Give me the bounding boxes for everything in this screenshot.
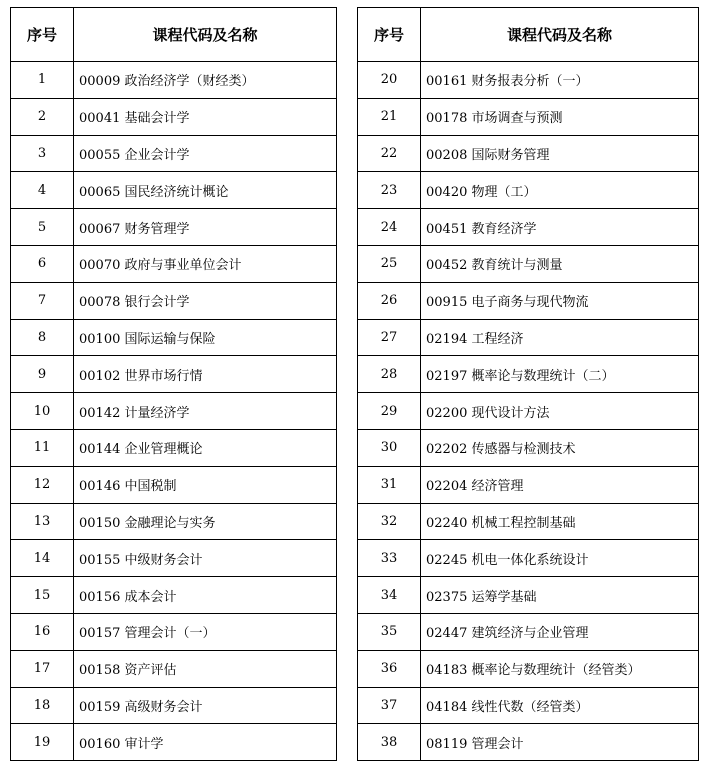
course-code-name: 04184 线性代数（经管类） <box>421 687 699 724</box>
table-row <box>358 650 699 687</box>
course-code-name: 02197 概率论与数理统计（二） <box>421 356 699 393</box>
row-number: 19 <box>11 724 74 761</box>
table-row <box>11 687 337 724</box>
table-row <box>358 172 699 209</box>
row-number: 18 <box>11 687 74 724</box>
table-row <box>358 135 699 172</box>
table-row <box>358 577 699 614</box>
course-code-name: 00150 金融理论与实务 <box>74 503 337 540</box>
row-number: 23 <box>358 172 421 209</box>
row-number: 27 <box>358 319 421 356</box>
course-code-name: 00452 教育统计与测量 <box>421 245 699 282</box>
row-number: 28 <box>358 356 421 393</box>
row-number: 24 <box>358 209 421 246</box>
row-number: 15 <box>11 577 74 614</box>
course-code-name: 00102 世界市场行情 <box>74 356 337 393</box>
table-row <box>11 466 337 503</box>
row-number: 30 <box>358 429 421 466</box>
table-row <box>11 172 337 209</box>
row-number: 4 <box>11 172 74 209</box>
row-number: 29 <box>358 393 421 430</box>
header-course: 课程代码及名称 <box>421 8 699 62</box>
row-number: 17 <box>11 650 74 687</box>
course-code-name: 00160 审计学 <box>74 724 337 761</box>
course-code-name: 02245 机电一体化系统设计 <box>421 540 699 577</box>
course-code-name: 00070 政府与事业单位会计 <box>74 245 337 282</box>
row-number: 8 <box>11 319 74 356</box>
header-course: 课程代码及名称 <box>74 8 337 62</box>
row-number: 6 <box>11 245 74 282</box>
table-row <box>358 393 699 430</box>
table-row <box>358 319 699 356</box>
table-row <box>11 62 337 99</box>
row-number: 36 <box>358 650 421 687</box>
course-table-right <box>357 7 699 761</box>
row-number: 14 <box>11 540 74 577</box>
course-code-name: 00161 财务报表分析（一） <box>421 62 699 99</box>
table-row <box>358 724 699 761</box>
row-number: 13 <box>11 503 74 540</box>
row-number: 31 <box>358 466 421 503</box>
course-code-name: 04183 概率论与数理统计（经管类） <box>421 650 699 687</box>
table-row <box>358 687 699 724</box>
table-row <box>11 135 337 172</box>
row-number: 20 <box>358 62 421 99</box>
course-code-name: 02202 传感器与检测技术 <box>421 429 699 466</box>
row-number: 3 <box>11 135 74 172</box>
course-code-name: 00041 基础会计学 <box>74 98 337 135</box>
row-number: 33 <box>358 540 421 577</box>
course-code-name: 00067 财务管理学 <box>74 209 337 246</box>
table-row <box>11 319 337 356</box>
header-number: 序号 <box>11 8 74 62</box>
row-number: 10 <box>11 393 74 430</box>
course-code-name: 00055 企业会计学 <box>74 135 337 172</box>
course-code-name: 00065 国民经济统计概论 <box>74 172 337 209</box>
row-number: 38 <box>358 724 421 761</box>
table-row <box>11 429 337 466</box>
table-row <box>358 540 699 577</box>
table-row <box>11 577 337 614</box>
course-code-name: 02240 机械工程控制基础 <box>421 503 699 540</box>
course-code-name: 00451 教育经济学 <box>421 209 699 246</box>
course-code-name: 00142 计量经济学 <box>74 393 337 430</box>
table-row <box>11 540 337 577</box>
course-code-name: 02447 建筑经济与企业管理 <box>421 613 699 650</box>
table-row <box>358 245 699 282</box>
table-row <box>358 356 699 393</box>
table-row <box>358 429 699 466</box>
row-number: 11 <box>11 429 74 466</box>
course-code-name: 08119 管理会计 <box>421 724 699 761</box>
row-number: 25 <box>358 245 421 282</box>
table-row <box>11 245 337 282</box>
course-code-name: 00009 政治经济学（财经类） <box>74 62 337 99</box>
table-row <box>11 613 337 650</box>
row-number: 5 <box>11 209 74 246</box>
course-code-name: 00100 国际运输与保险 <box>74 319 337 356</box>
row-number: 21 <box>358 98 421 135</box>
course-code-name: 00144 企业管理概论 <box>74 429 337 466</box>
row-number: 16 <box>11 613 74 650</box>
table-header-row <box>11 8 337 62</box>
course-code-name: 00146 中国税制 <box>74 466 337 503</box>
row-number: 37 <box>358 687 421 724</box>
table-row <box>358 209 699 246</box>
course-code-name: 02375 运筹学基础 <box>421 577 699 614</box>
row-number: 26 <box>358 282 421 319</box>
table-row <box>11 356 337 393</box>
course-code-name: 00157 管理会计（一） <box>74 613 337 650</box>
table-row <box>358 98 699 135</box>
table-row <box>358 62 699 99</box>
course-code-name: 00156 成本会计 <box>74 577 337 614</box>
row-number: 35 <box>358 613 421 650</box>
row-number: 1 <box>11 62 74 99</box>
course-code-name: 00159 高级财务会计 <box>74 687 337 724</box>
table-row <box>11 209 337 246</box>
course-code-name: 02200 现代设计方法 <box>421 393 699 430</box>
course-code-name: 00158 资产评估 <box>74 650 337 687</box>
row-number: 32 <box>358 503 421 540</box>
table-row <box>358 282 699 319</box>
table-row <box>11 650 337 687</box>
course-code-name: 00178 市场调查与预测 <box>421 98 699 135</box>
table-row <box>11 393 337 430</box>
table-row <box>11 724 337 761</box>
course-table-left <box>10 7 337 761</box>
course-code-name: 00915 电子商务与现代物流 <box>421 282 699 319</box>
table-row <box>358 466 699 503</box>
table-row <box>358 503 699 540</box>
table-row <box>358 613 699 650</box>
row-number: 12 <box>11 466 74 503</box>
course-code-name: 00078 银行会计学 <box>74 282 337 319</box>
header-number: 序号 <box>358 8 421 62</box>
course-code-name: 00420 物理（工） <box>421 172 699 209</box>
course-code-name: 02194 工程经济 <box>421 319 699 356</box>
table-row <box>11 503 337 540</box>
table-row <box>11 98 337 135</box>
table-row <box>11 282 337 319</box>
row-number: 34 <box>358 577 421 614</box>
row-number: 22 <box>358 135 421 172</box>
course-code-name: 00155 中级财务会计 <box>74 540 337 577</box>
row-number: 2 <box>11 98 74 135</box>
course-code-name: 00208 国际财务管理 <box>421 135 699 172</box>
course-code-name: 02204 经济管理 <box>421 466 699 503</box>
table-header-row <box>358 8 699 62</box>
row-number: 7 <box>11 282 74 319</box>
row-number: 9 <box>11 356 74 393</box>
